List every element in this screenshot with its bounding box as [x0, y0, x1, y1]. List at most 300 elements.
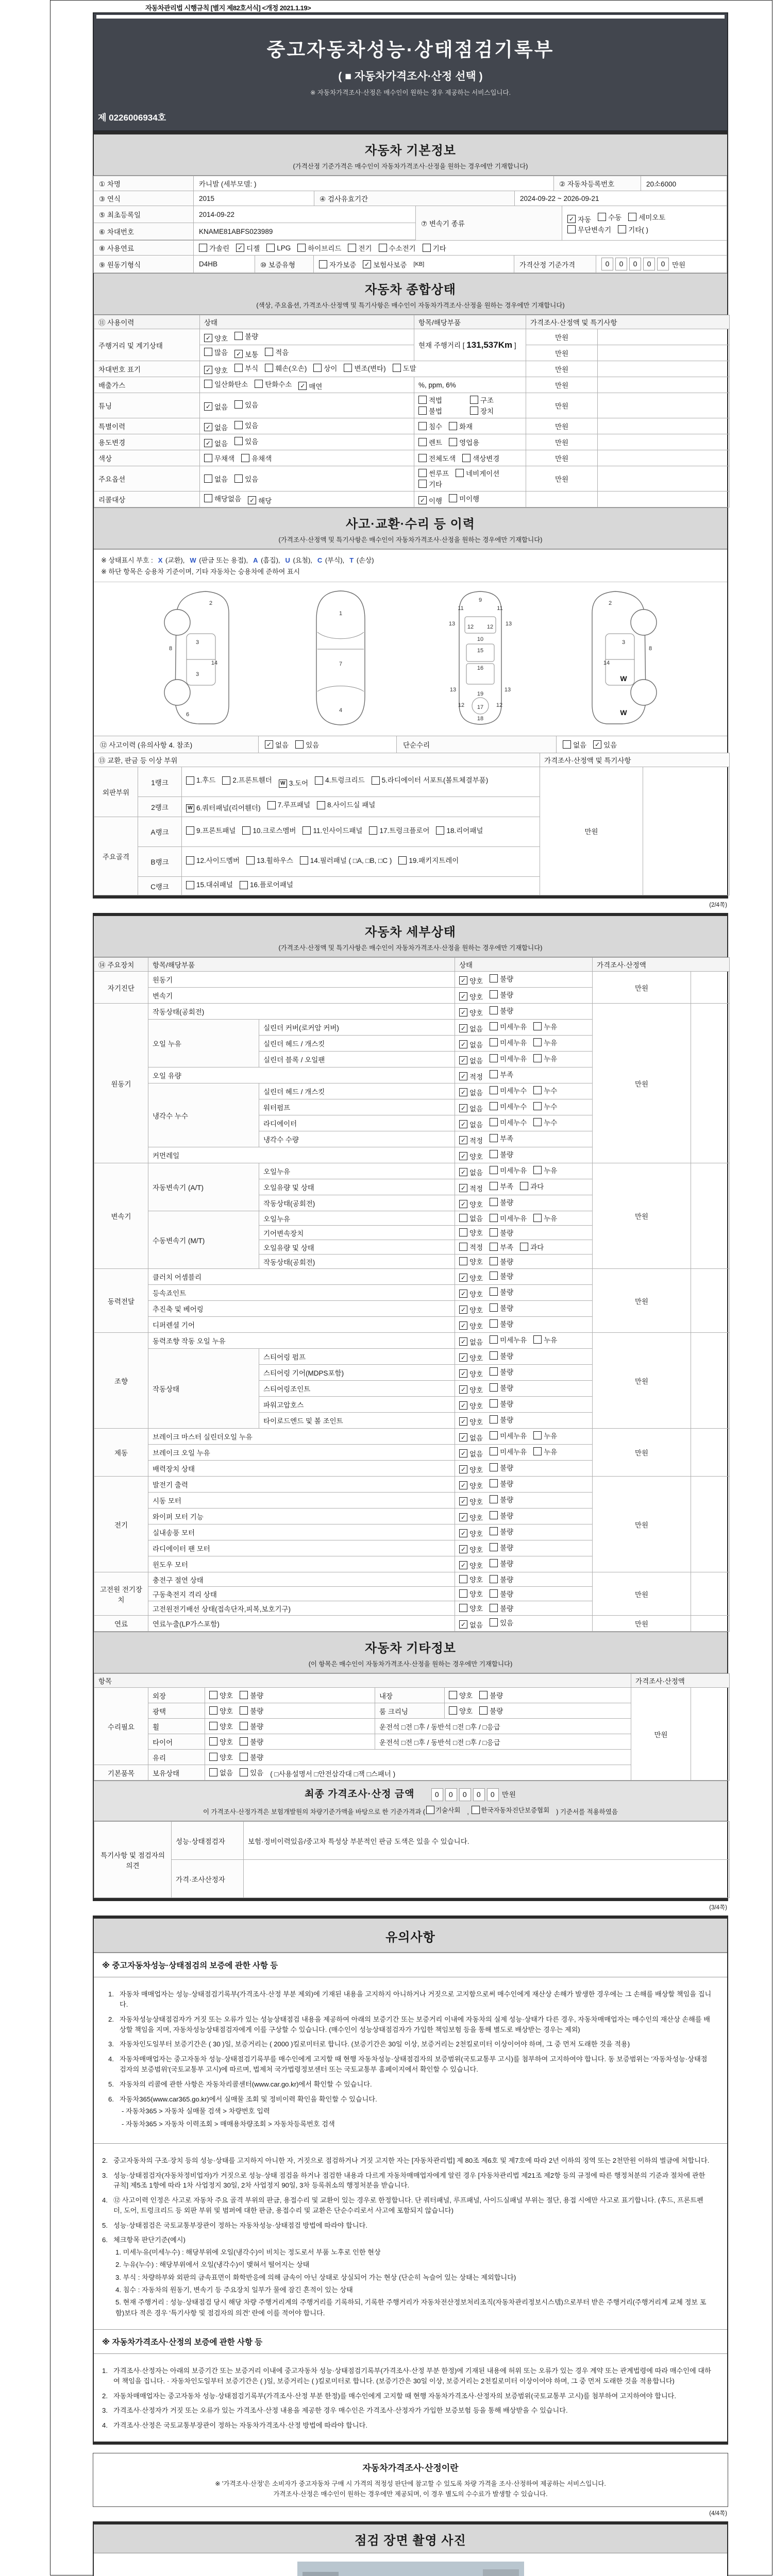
- checkbox[interactable]: [470, 396, 478, 404]
- checkbox-item: [459, 1199, 483, 1209]
- checkbox-item: [298, 381, 322, 391]
- checkbox[interactable]: [363, 260, 371, 268]
- checkbox[interactable]: [234, 350, 243, 358]
- checkbox[interactable]: [459, 1497, 467, 1505]
- checkbox-item: [204, 422, 228, 432]
- checkbox-label: 없음: [469, 1434, 483, 1443]
- item-cell: 시동 모터: [148, 1493, 455, 1509]
- checkbox-item: [234, 331, 258, 341]
- checkbox[interactable]: [300, 856, 308, 865]
- checkbox-item: [459, 1289, 483, 1299]
- checkbox[interactable]: [479, 1691, 488, 1699]
- checkbox-label: 양호: [469, 1307, 483, 1315]
- checkbox-label: 미세누수: [500, 1087, 527, 1095]
- checkbox[interactable]: [533, 1054, 542, 1062]
- item-cell: 오일누유: [259, 1163, 455, 1179]
- checkbox[interactable]: [240, 1768, 248, 1776]
- checkbox[interactable]: [459, 1152, 467, 1160]
- first-reg-label: ⑤ 최초등록일: [93, 206, 194, 223]
- checkbox[interactable]: [459, 1306, 467, 1314]
- checkbox[interactable]: [490, 1415, 498, 1423]
- checkbox[interactable]: [204, 366, 212, 374]
- checkbox[interactable]: [533, 1447, 542, 1455]
- checkbox[interactable]: [418, 469, 427, 477]
- state-cell: [455, 1381, 593, 1397]
- status-code-line: ※ 상태표시 부호 : X (교환), W (판금 또는 용접), A (흠집), U (요철), C (부식), T (손상): [101, 556, 374, 564]
- checkbox[interactable]: [459, 1168, 467, 1176]
- item-cell: 실린더 헤드 / 개스킷: [259, 1083, 455, 1099]
- checkbox[interactable]: [186, 804, 194, 812]
- checkbox[interactable]: [459, 1200, 467, 1208]
- checkbox[interactable]: [533, 1102, 542, 1110]
- checkbox[interactable]: [490, 1399, 498, 1408]
- checkbox[interactable]: [418, 396, 427, 404]
- checkbox-item: [479, 1705, 503, 1716]
- checkbox-item: [344, 363, 385, 373]
- checkbox[interactable]: [490, 1543, 498, 1551]
- checkbox[interactable]: [303, 826, 311, 835]
- inspection-label: ④ 검사유효기간: [314, 191, 515, 206]
- checkbox-label: 양호: [469, 1546, 483, 1554]
- checkbox[interactable]: [317, 801, 325, 809]
- checkbox[interactable]: [449, 422, 457, 430]
- checkbox[interactable]: [209, 1722, 217, 1730]
- checkbox-label: 양호: [469, 1153, 483, 1161]
- price: 만원: [593, 1477, 691, 1572]
- checkbox[interactable]: [240, 1753, 248, 1761]
- checkbox[interactable]: [490, 1054, 498, 1062]
- checkbox[interactable]: [490, 1431, 498, 1439]
- checkbox[interactable]: [209, 1753, 217, 1761]
- checkbox[interactable]: [209, 1768, 217, 1776]
- checkbox[interactable]: [265, 348, 273, 356]
- checkbox[interactable]: [490, 1118, 498, 1126]
- checkbox-item: [459, 1119, 483, 1129]
- state-cell: [455, 1036, 593, 1052]
- checkbox[interactable]: [449, 494, 457, 502]
- dev device-label: 조향: [94, 1333, 148, 1429]
- checkbox[interactable]: [598, 213, 606, 221]
- checkbox-label: 미세누유: [500, 1215, 527, 1223]
- status-code: A: [253, 556, 258, 564]
- checkbox[interactable]: [418, 496, 427, 504]
- checkbox[interactable]: [459, 1604, 467, 1612]
- checkbox[interactable]: [459, 1575, 467, 1583]
- checkbox[interactable]: [398, 856, 407, 865]
- checkbox-item: [459, 1256, 483, 1266]
- checkbox[interactable]: [472, 1806, 480, 1814]
- checkbox-item: [418, 468, 449, 478]
- checkbox[interactable]: [459, 1184, 467, 1192]
- checkbox-item: [459, 1087, 483, 1097]
- checkbox-label: 디젤: [246, 245, 260, 252]
- checkbox[interactable]: [490, 1166, 498, 1174]
- checkbox[interactable]: [490, 1070, 498, 1078]
- checkbox[interactable]: [490, 1479, 498, 1487]
- checkbox[interactable]: [204, 494, 212, 502]
- item-cell: 오일누유: [259, 1211, 455, 1226]
- checkbox[interactable]: [459, 976, 467, 985]
- checkbox[interactable]: [449, 1691, 457, 1699]
- state-cell: [200, 329, 414, 345]
- checkbox-label: 양호: [469, 1576, 483, 1584]
- checkbox[interactable]: [369, 826, 377, 835]
- checkbox[interactable]: [240, 881, 248, 889]
- block-basic-and-accident: [93, 131, 728, 899]
- svg-text:13: 13: [449, 621, 456, 628]
- checkbox[interactable]: [234, 400, 243, 409]
- checkbox-item: [533, 1430, 557, 1440]
- checkbox-label: 수소전기: [389, 245, 416, 252]
- checkbox[interactable]: [459, 1369, 467, 1378]
- checkbox[interactable]: [186, 881, 194, 889]
- checkbox[interactable]: [234, 437, 243, 445]
- checkbox-item: [490, 1398, 513, 1409]
- checkbox-item: [456, 468, 499, 478]
- section-detail-header: [94, 916, 727, 957]
- checkbox[interactable]: [459, 1056, 467, 1064]
- checkbox[interactable]: [315, 776, 323, 785]
- checkbox[interactable]: [459, 1228, 467, 1236]
- item-cell: 배력장치 상태: [148, 1461, 455, 1477]
- checkbox[interactable]: [490, 1257, 498, 1265]
- checkbox[interactable]: [459, 1449, 467, 1458]
- checkbox[interactable]: [236, 244, 244, 252]
- checkbox[interactable]: [459, 1337, 467, 1346]
- checkbox[interactable]: [490, 1367, 498, 1376]
- checkbox[interactable]: [241, 454, 249, 462]
- checkbox[interactable]: [459, 1274, 467, 1282]
- checkbox[interactable]: [295, 740, 304, 749]
- checkbox[interactable]: [459, 1353, 467, 1362]
- checkbox[interactable]: [313, 364, 322, 372]
- checkbox[interactable]: [490, 1463, 498, 1471]
- checkbox[interactable]: [459, 1040, 467, 1048]
- checkbox[interactable]: [490, 1495, 498, 1503]
- checkbox[interactable]: [490, 974, 498, 982]
- checkbox-label: 누유: [544, 1432, 558, 1440]
- checkbox[interactable]: [459, 1481, 467, 1489]
- checkbox[interactable]: [426, 1806, 434, 1814]
- state-cell: [455, 1461, 593, 1477]
- empty-cell: [598, 450, 730, 466]
- checkbox-label: 양호: [469, 1498, 483, 1506]
- checkbox-label: 없음: [469, 1057, 483, 1065]
- checkbox[interactable]: [459, 1104, 467, 1112]
- checkbox[interactable]: [204, 334, 212, 342]
- checkbox[interactable]: [209, 1691, 217, 1699]
- state-cell: [200, 418, 414, 434]
- checkbox[interactable]: [490, 1198, 498, 1206]
- main-header: [93, 12, 728, 131]
- checkbox[interactable]: [490, 1589, 498, 1598]
- checkbox[interactable]: [459, 1024, 467, 1032]
- checkbox-label: 보통: [245, 351, 259, 359]
- item-cell: 클러치 어셈블리: [148, 1269, 455, 1285]
- item-cell: 현재 주행거리 [ 131,537Km ]: [414, 329, 526, 361]
- checkbox-label: 이행: [429, 497, 443, 505]
- checkbox[interactable]: [490, 1335, 498, 1344]
- item-cell: 실린더 블록 / 오일팬: [259, 1052, 455, 1067]
- checkbox[interactable]: [533, 1431, 542, 1439]
- checkbox[interactable]: [533, 1038, 542, 1046]
- checkbox[interactable]: [533, 1022, 542, 1030]
- checkbox[interactable]: [490, 1006, 498, 1014]
- checkbox[interactable]: [255, 380, 263, 388]
- checkbox-label: 전체도색: [429, 454, 456, 463]
- checkbox-item: [459, 1448, 483, 1459]
- checkbox[interactable]: [490, 1319, 498, 1328]
- state-cell: [455, 1509, 593, 1524]
- checkbox[interactable]: [459, 1072, 467, 1080]
- checkbox[interactable]: [459, 1243, 467, 1251]
- checkbox-label: 양호: [469, 1258, 483, 1266]
- checkbox[interactable]: [490, 1214, 498, 1222]
- checkbox[interactable]: [240, 1691, 248, 1699]
- checkbox[interactable]: [209, 1706, 217, 1715]
- checkbox[interactable]: [242, 826, 250, 835]
- checkbox[interactable]: [234, 364, 243, 372]
- checkbox[interactable]: [490, 1618, 498, 1626]
- checkbox[interactable]: [266, 244, 275, 252]
- svg-text:19: 19: [477, 691, 484, 698]
- checkbox-label: 5.라디에이터 서포트(볼트체결부품): [381, 776, 489, 784]
- checkbox[interactable]: [449, 1706, 457, 1715]
- checkbox[interactable]: [490, 1150, 498, 1158]
- checkbox[interactable]: [436, 826, 444, 835]
- checkbox-item: [490, 1242, 513, 1252]
- state-cell: [205, 1719, 375, 1734]
- column-header: ⑭ 주요장치: [94, 958, 148, 972]
- checkbox[interactable]: [348, 244, 356, 252]
- state-cell: [205, 1734, 375, 1750]
- checkbox[interactable]: [459, 1620, 467, 1629]
- checkbox[interactable]: [490, 1511, 498, 1519]
- checkbox-label: 불량: [500, 1528, 514, 1536]
- checkbox[interactable]: [459, 1008, 467, 1016]
- checkbox-item: [533, 1053, 557, 1063]
- checkbox[interactable]: [618, 225, 626, 233]
- checkbox[interactable]: [459, 1589, 467, 1598]
- checkbox[interactable]: [204, 454, 212, 462]
- checkbox[interactable]: [267, 801, 276, 809]
- checkbox[interactable]: [459, 1214, 467, 1222]
- checkbox[interactable]: [459, 1290, 467, 1298]
- checkbox[interactable]: [265, 740, 273, 749]
- checkbox[interactable]: [248, 496, 256, 504]
- checkbox[interactable]: [418, 438, 427, 446]
- checkbox-item: [240, 1736, 263, 1747]
- checkbox-label: 불량: [500, 1544, 514, 1552]
- checkbox[interactable]: [204, 474, 212, 483]
- checkbox[interactable]: [186, 776, 194, 785]
- checkbox[interactable]: [298, 382, 307, 390]
- checkbox-label: 있음: [500, 1619, 514, 1628]
- checkbox[interactable]: [490, 1559, 498, 1567]
- checkbox-label: 양호: [469, 1201, 483, 1209]
- checkbox-label: 적법: [429, 397, 443, 404]
- checkbox[interactable]: [490, 1383, 498, 1392]
- state-cell: [200, 377, 414, 393]
- lab row-label: 용도변경: [94, 434, 200, 450]
- checkbox[interactable]: [567, 215, 576, 223]
- checkbox-item: [303, 824, 362, 838]
- checkbox[interactable]: [490, 1038, 498, 1046]
- checkbox[interactable]: [297, 244, 306, 252]
- checkbox[interactable]: [393, 364, 401, 372]
- checkbox[interactable]: [234, 474, 243, 483]
- checkbox-item: [418, 405, 442, 416]
- base-price-value: 0 0 0 0 0 만원: [596, 255, 727, 273]
- checkbox[interactable]: [240, 1722, 248, 1730]
- checkbox[interactable]: [490, 1182, 498, 1190]
- item-cell: [414, 492, 526, 507]
- state-cell: [205, 1750, 631, 1765]
- checkbox-label: 양호: [469, 1605, 483, 1613]
- checkbox[interactable]: [344, 364, 352, 372]
- checkbox[interactable]: [186, 826, 194, 835]
- checkbox[interactable]: [459, 1529, 467, 1537]
- checkbox[interactable]: [462, 454, 470, 462]
- checkbox[interactable]: [628, 213, 636, 221]
- checkbox-item: [490, 989, 513, 999]
- checkbox-item: [248, 495, 272, 505]
- checkbox[interactable]: [459, 1120, 467, 1128]
- checkbox-item: [459, 1619, 483, 1630]
- checkbox[interactable]: [240, 1737, 248, 1745]
- checkbox[interactable]: [418, 480, 427, 488]
- checkbox[interactable]: [567, 225, 576, 233]
- item-cell: 오일유량 및 상태: [259, 1179, 455, 1195]
- checkbox[interactable]: [593, 740, 601, 749]
- checkbox[interactable]: [533, 1086, 542, 1094]
- checkbox[interactable]: [199, 244, 207, 252]
- dev group-label: 주요골격: [94, 817, 138, 895]
- checkbox[interactable]: [490, 1134, 498, 1142]
- notices-body: [94, 1953, 727, 2442]
- reg-no-label: ② 자동차등록번호: [553, 176, 641, 191]
- checkbox[interactable]: [459, 1561, 467, 1569]
- checkbox[interactable]: [204, 402, 212, 411]
- checkbox-label: 불량: [245, 333, 259, 341]
- checkbox[interactable]: [520, 1243, 528, 1251]
- checkbox[interactable]: [459, 1321, 467, 1330]
- checkbox[interactable]: [490, 1351, 498, 1360]
- checkbox[interactable]: [379, 244, 387, 252]
- checkbox[interactable]: [490, 1272, 498, 1280]
- checkbox[interactable]: [240, 1706, 248, 1715]
- checkbox-label: 있음: [245, 475, 259, 483]
- checkbox-label: 상이: [324, 365, 338, 372]
- checkbox[interactable]: [533, 1214, 542, 1222]
- checkbox-item: [459, 1432, 483, 1443]
- notice-section-header: ※ 자동차가격조사·산정의 보증에 관한 사항 등: [94, 2329, 727, 2354]
- checkbox[interactable]: [490, 1022, 498, 1030]
- checkbox-label: 불량: [500, 991, 514, 999]
- checkbox[interactable]: [490, 1102, 498, 1110]
- checkbox[interactable]: [418, 406, 427, 415]
- checkbox[interactable]: [490, 1086, 498, 1094]
- checkbox[interactable]: [209, 1737, 217, 1745]
- checkbox[interactable]: [490, 1287, 498, 1296]
- checkbox[interactable]: [204, 439, 212, 447]
- checkbox-label: 부식: [245, 365, 259, 372]
- checkbox[interactable]: [418, 454, 427, 462]
- checkbox-item: [313, 363, 337, 373]
- checkbox[interactable]: [470, 406, 478, 415]
- checkbox[interactable]: [490, 1604, 498, 1612]
- checkbox[interactable]: [204, 348, 212, 356]
- final-price-note: 이 가격조사·산정가격은 보험개발원의 차량기준가액을 바탕으로 한 기준가격과 ( 기술사회 , 한국자동차진단보증협회 ) 기준서를 적용하였음: [94, 1805, 727, 1816]
- item-cell: 연료누출(LP가스포함): [148, 1616, 455, 1632]
- checkbox[interactable]: [186, 856, 194, 865]
- checkbox[interactable]: [490, 1303, 498, 1312]
- checkbox-item: [267, 799, 310, 812]
- checkbox-item: [240, 1752, 263, 1762]
- checkbox[interactable]: [459, 1417, 467, 1426]
- checkbox[interactable]: [490, 1527, 498, 1535]
- checkbox-label: 불량: [500, 1289, 514, 1297]
- checkbox[interactable]: [479, 1706, 488, 1715]
- checkbox[interactable]: [459, 1401, 467, 1410]
- item-cell: [182, 797, 540, 817]
- price: 만원: [526, 434, 598, 450]
- checkbox[interactable]: [204, 423, 212, 431]
- checkbox-item: [319, 259, 356, 269]
- checkbox[interactable]: [234, 332, 243, 340]
- checkbox-label: 있음: [603, 741, 617, 750]
- checkbox[interactable]: [490, 990, 498, 998]
- dev device-label: 제동: [94, 1429, 148, 1477]
- checkbox[interactable]: [490, 1575, 498, 1583]
- checkbox[interactable]: [222, 776, 230, 785]
- checkbox[interactable]: [246, 856, 255, 865]
- checkbox[interactable]: [459, 1433, 467, 1442]
- checkbox[interactable]: [234, 421, 243, 429]
- vin-value: KNAME81ABFS023989: [193, 223, 416, 240]
- checkbox[interactable]: [459, 1257, 467, 1265]
- checkbox[interactable]: [459, 992, 467, 1001]
- checkbox[interactable]: [459, 1513, 467, 1521]
- checkbox[interactable]: [533, 1335, 542, 1344]
- checkbox[interactable]: [372, 776, 380, 785]
- section-subtitle: (이 항목은 매수인이 자동차가격조사·산정을 원하는 경우에만 기재합니다): [308, 1660, 513, 1668]
- checkbox[interactable]: [459, 1545, 467, 1553]
- checkbox[interactable]: [319, 260, 327, 268]
- checkbox-item: [459, 1213, 483, 1223]
- checkbox[interactable]: [533, 1166, 542, 1174]
- checkbox[interactable]: [459, 1385, 467, 1394]
- checkbox[interactable]: [459, 1136, 467, 1144]
- checkbox[interactable]: [449, 438, 457, 446]
- checkbox[interactable]: [265, 364, 273, 372]
- checkbox[interactable]: [423, 244, 431, 252]
- checkbox[interactable]: [520, 1182, 528, 1190]
- checkbox[interactable]: [456, 469, 464, 477]
- checkbox[interactable]: [490, 1228, 498, 1236]
- checkbox-item: [490, 1430, 527, 1440]
- checkbox[interactable]: [459, 1088, 467, 1096]
- checkbox[interactable]: [279, 779, 287, 788]
- checkbox[interactable]: [418, 422, 427, 430]
- checkbox[interactable]: [563, 740, 571, 749]
- checkbox[interactable]: [490, 1243, 498, 1251]
- checkbox[interactable]: [533, 1118, 542, 1126]
- checkbox[interactable]: [490, 1447, 498, 1455]
- checkbox[interactable]: [459, 1465, 467, 1473]
- checkbox-item: [315, 774, 364, 787]
- checkbox[interactable]: [204, 380, 212, 388]
